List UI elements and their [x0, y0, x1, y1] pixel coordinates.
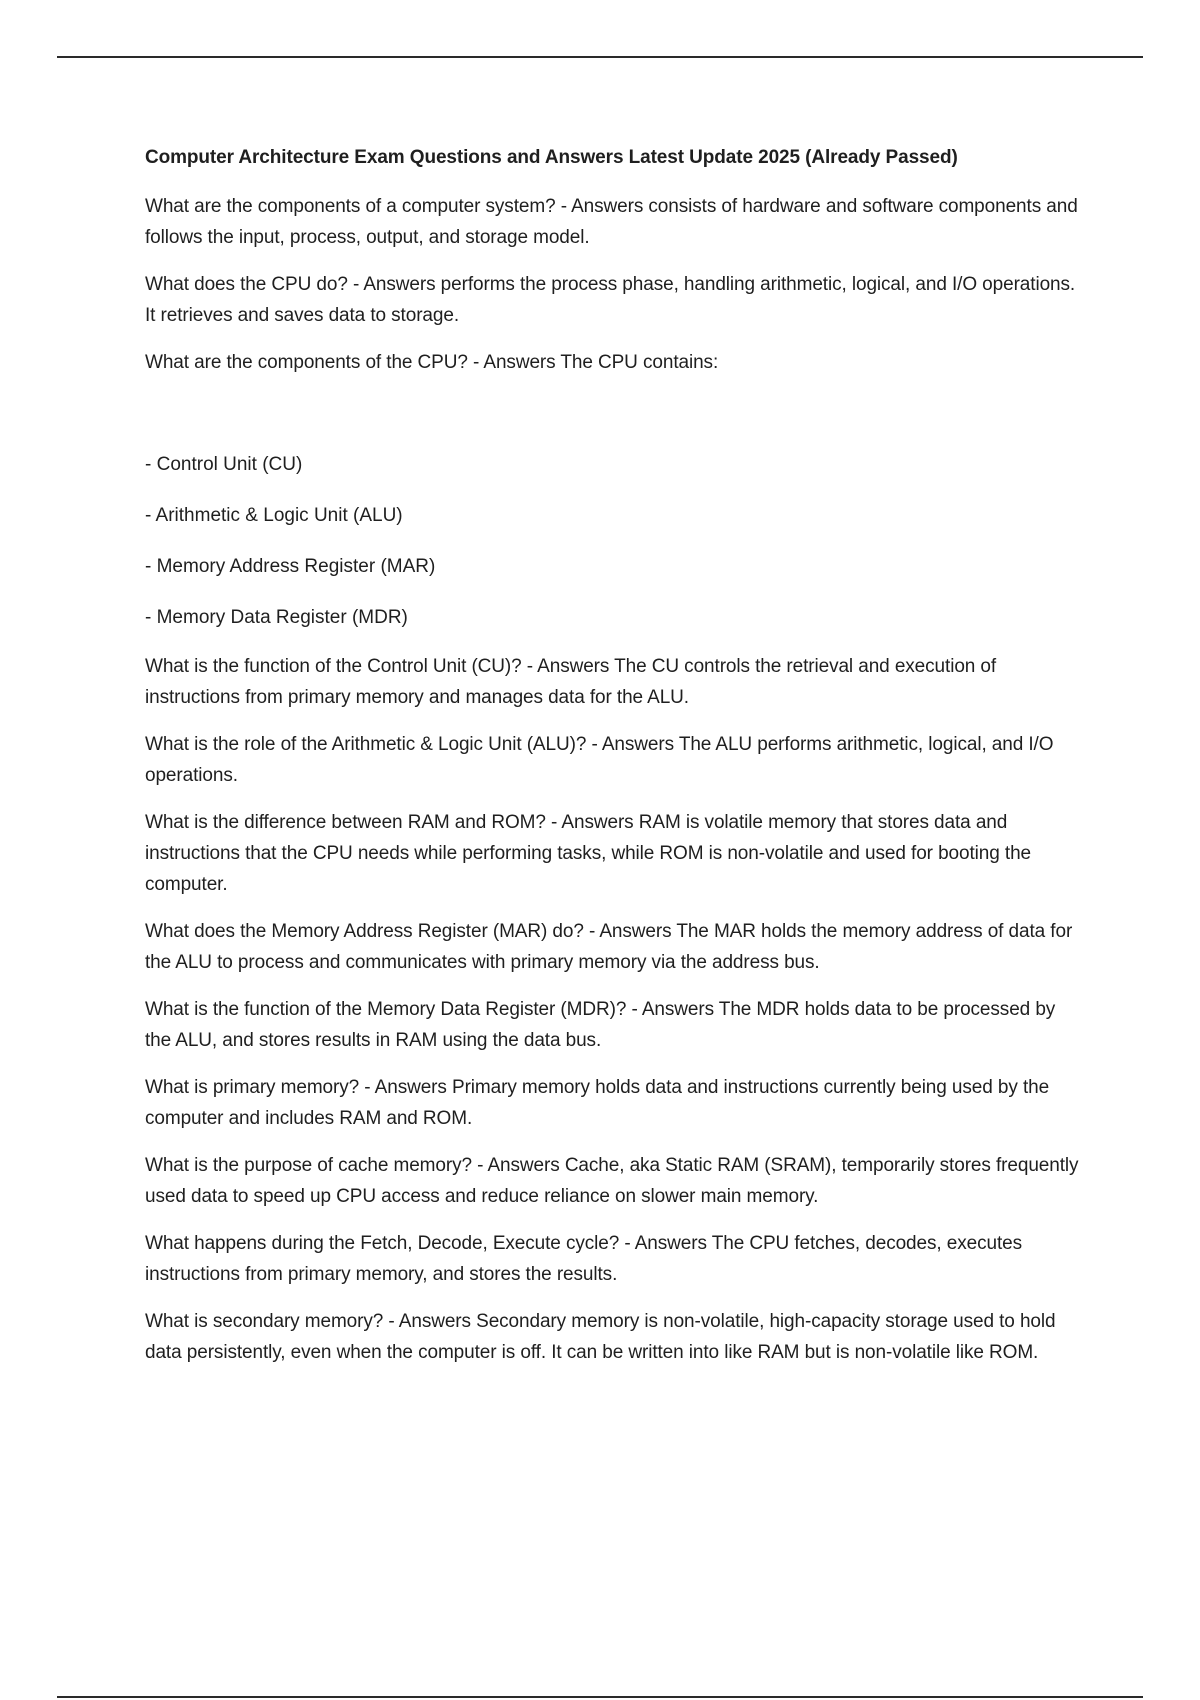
- cpu-component-item: - Arithmetic & Logic Unit (ALU): [145, 505, 403, 526]
- cpu-component-item: - Control Unit (CU): [145, 454, 303, 475]
- document-body: [145, 145, 1085, 1384]
- qa-paragraph: What is the function of the Memory Data Register (MDR)? - Answers The MDR holds data to be processed by the ALU, and stores results in RAM using the data bus.: [145, 999, 1056, 1051]
- header-rule: [57, 56, 1143, 58]
- blank-line: [145, 394, 1085, 449]
- qa-paragraph: What is secondary memory? - Answers Secondary memory is non-volatile, high-capacity storage used to hold data persistently, even when the computer is off. It can be written into like RAM but is non-volatile like ROM.: [145, 1311, 1056, 1363]
- qa-paragraph: What is the purpose of cache memory? - Answers Cache, aka Static RAM (SRAM), temporarily stores frequently used data to speed up CPU access and reduce reliance on slower main memory.: [145, 1155, 1079, 1207]
- cpu-component-item: - Memory Address Register (MAR): [145, 556, 436, 577]
- qa-paragraph: What happens during the Fetch, Decode, Execute cycle? - Answers The CPU fetches, decodes, executes instructions from primary memory, and stores the results.: [145, 1233, 1022, 1285]
- document-title: Computer Architecture Exam Questions and Answers Latest Update 2025 (Already Passed): [145, 147, 958, 168]
- qa-paragraph: What are the components of the CPU? - Answers The CPU contains:: [145, 352, 719, 373]
- qa-paragraph: What does the Memory Address Register (MAR) do? - Answers The MAR holds the memory address of data for the ALU to process and communicates with primary memory via the address bus.: [145, 921, 1073, 973]
- qa-paragraph: What does the CPU do? - Answers performs the process phase, handling arithmetic, logical, and I/O operations. It retrieves and saves data to storage.: [145, 274, 1076, 326]
- qa-paragraph: What is primary memory? - Answers Primary memory holds data and instructions currently being used by the computer and includes RAM and ROM.: [145, 1077, 1050, 1129]
- cpu-component-item: - Memory Data Register (MDR): [145, 607, 408, 628]
- qa-paragraph: What are the components of a computer system? - Answers consists of hardware and software components and follows the input, process, output, and storage model.: [145, 196, 1078, 248]
- footer-rule: [57, 1696, 1143, 1698]
- qa-paragraph: What is the function of the Control Unit (CU)? - Answers The CU controls the retrieval and execution of instructions from primary memory and manages data for the ALU.: [145, 656, 997, 708]
- qa-paragraph: What is the role of the Arithmetic & Logic Unit (ALU)? - Answers The ALU performs arithmetic, logical, and I/O operations.: [145, 734, 1054, 786]
- qa-paragraph: What is the difference between RAM and ROM? - Answers RAM is volatile memory that stores data and instructions that the CPU needs while performing tasks, while ROM is non-volatile and used for booting the computer.: [145, 812, 1032, 895]
